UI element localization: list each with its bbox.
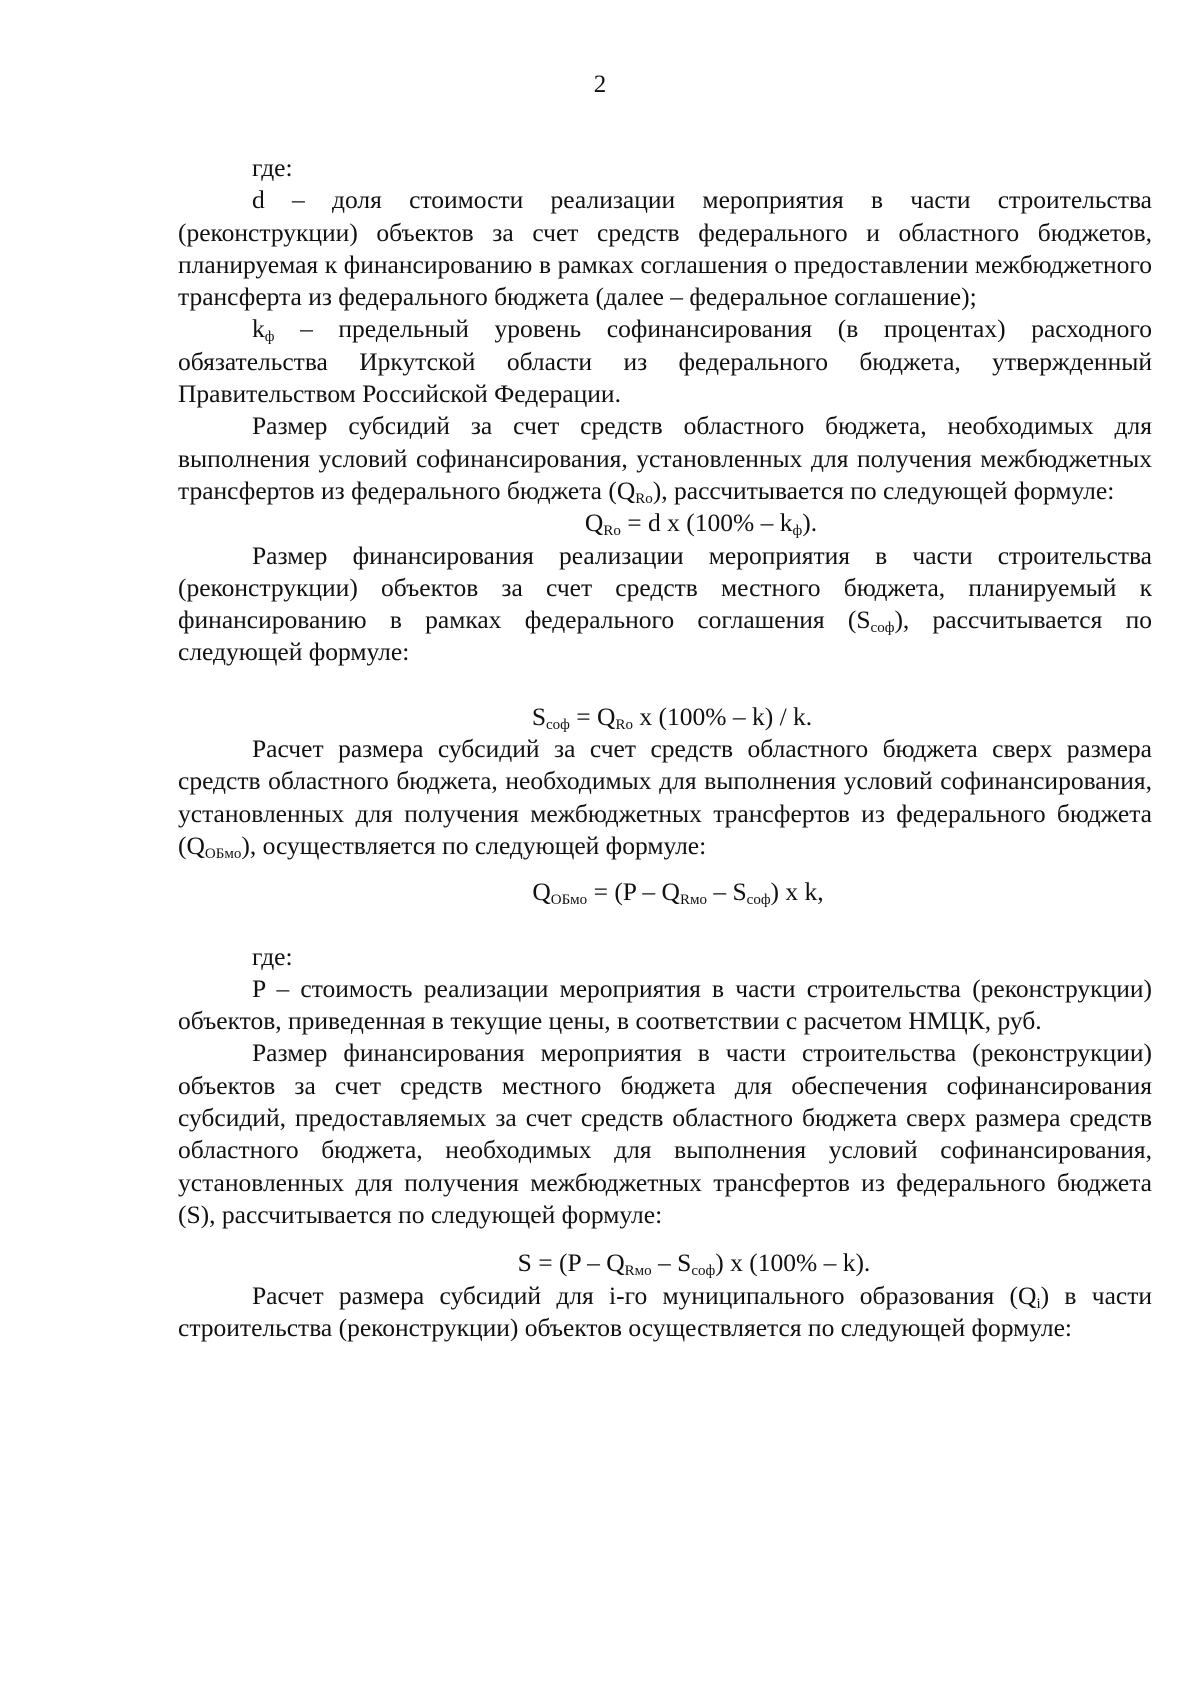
symbol-k: k	[252, 314, 265, 344]
paragraph-text: где:	[252, 941, 293, 971]
formula-part: = Q	[569, 701, 616, 731]
formula-subscript: ф	[792, 523, 803, 540]
paragraph-text: Расчет размера субсидий для i-го муниципального образования (Q	[252, 1280, 1037, 1310]
page-number: 2	[593, 71, 607, 98]
formula-subscript: Ro	[615, 716, 633, 733]
formula-subscript: Rмо	[679, 892, 707, 909]
inline-subscript: соф	[870, 620, 895, 637]
formula-part: Q	[584, 508, 604, 538]
formula-part: S	[531, 701, 547, 731]
paragraph-scof-description	[178, 540, 1152, 669]
paragraph-kf-definition	[178, 313, 1152, 410]
paragraph-text-tail: ) в части строительства (реконструкции) объектов осуществляется по следующей формуле:	[178, 1280, 1152, 1342]
paragraph-s-description	[178, 1037, 1152, 1231]
paragraph-text: Размер финансирования реализации мероприятия в части строительства (реконструкции) объектов за счет средств местного бюджета, планируемый к финансированию в рамках федерального соглашения (S	[178, 540, 1152, 635]
formula-subscript: соф	[691, 1263, 716, 1280]
formula-subscript: Ro	[603, 523, 621, 540]
formula-part: ) x (100% – k).	[715, 1248, 871, 1278]
paragraph-d-definition	[178, 184, 1152, 313]
paragraph-text: Расчет размера субсидий за счет средств областного бюджета сверх размера средств областного бюджета, необходимых для выполнения условий софинансирования, установленных для получения межбюджетных трансфертов из федерального бюджета (Q	[178, 734, 1152, 860]
paragraph-p-definition	[178, 973, 1152, 1038]
inline-subscript: ОБмо	[204, 845, 242, 862]
paragraph-text: где:	[252, 153, 293, 182]
formula-subscript: соф	[746, 892, 771, 909]
formula-subscript: Rмо	[624, 1263, 652, 1280]
symbol-k-subscript: ф	[264, 329, 275, 346]
formula-part: = d x (100% – k	[620, 508, 793, 538]
formula-part: ).	[802, 508, 818, 538]
document-body	[178, 152, 1152, 1344]
paragraph-qobmo-description	[178, 733, 1152, 862]
formula-s	[178, 1247, 1152, 1279]
formula-part: ) x k,	[770, 877, 824, 907]
formula-part: Q	[532, 877, 551, 907]
formula-part: x (100% – k) / k.	[632, 701, 813, 731]
paragraph-text: Размер финансирования мероприятия в части строительства (реконструкции) объектов за счет средств местного бюджета для обеспечения софинансирования субсидий, предоставляемых за счет средств областного бюджета сверх размера средств областного бюджета, необходимых для выполнения условий софинансирования, установленных для получения межбюджетных трансфертов из федерального бюджета (S), рассчитывается по следующей формуле:	[178, 1038, 1152, 1229]
paragraph-text: Размер субсидий за счет средств областного бюджета, необходимых для выполнения условий софинансирования, установленных для получения межбюджетных трансфертов из федерального бюджета (Q	[178, 411, 1152, 505]
paragraph-text: P – стоимость реализации мероприятия в части строительства (реконструкции) объектов, приведенная в текущие цены, в соответствии с расчетом НМЦК, руб.	[178, 973, 1152, 1036]
formula-subscript: соф	[546, 716, 570, 733]
paragraph-where-1	[178, 152, 1152, 184]
paragraph-qi-description	[178, 1280, 1152, 1345]
formula-qro	[178, 507, 1152, 539]
formula-qobmo	[178, 876, 1152, 908]
paragraph-qro-description	[178, 410, 1152, 507]
formula-part: – S	[651, 1248, 692, 1278]
formula-subscript: ОБмо	[550, 892, 588, 909]
paragraph-text-tail: ), рассчитывается по следующей формуле:	[652, 475, 1115, 505]
inline-subscript: i	[1036, 1295, 1041, 1312]
paragraph-text-tail: ), осуществляется по следующей формуле:	[241, 830, 707, 860]
formula-part: – S	[706, 877, 747, 907]
inline-subscript: Ro	[635, 490, 653, 507]
paragraph-text-tail: ), рассчитывается по следующей формуле:	[178, 605, 1152, 667]
paragraph-where-2	[178, 941, 1152, 973]
paragraph-text: d – доля стоимости реализации мероприятия в части строительства (реконструкции) объектов за счет средств федерального и областного бюджетов, планируемая к финансированию в рамках соглашения о предоставлении межбюджетного трансферта из федерального бюджета (далее – федеральное соглашение);	[178, 185, 1152, 312]
paragraph-text: – предельный уровень софинансирования (в процентах) расходного обязательства Иркутской области из федерального бюджета, утвержденный Правительством Российской Федерации.	[178, 314, 1152, 409]
formula-part: S = (P – Q	[517, 1248, 625, 1278]
formula-scof	[178, 701, 1152, 733]
formula-part: = (P – Q	[587, 877, 680, 907]
